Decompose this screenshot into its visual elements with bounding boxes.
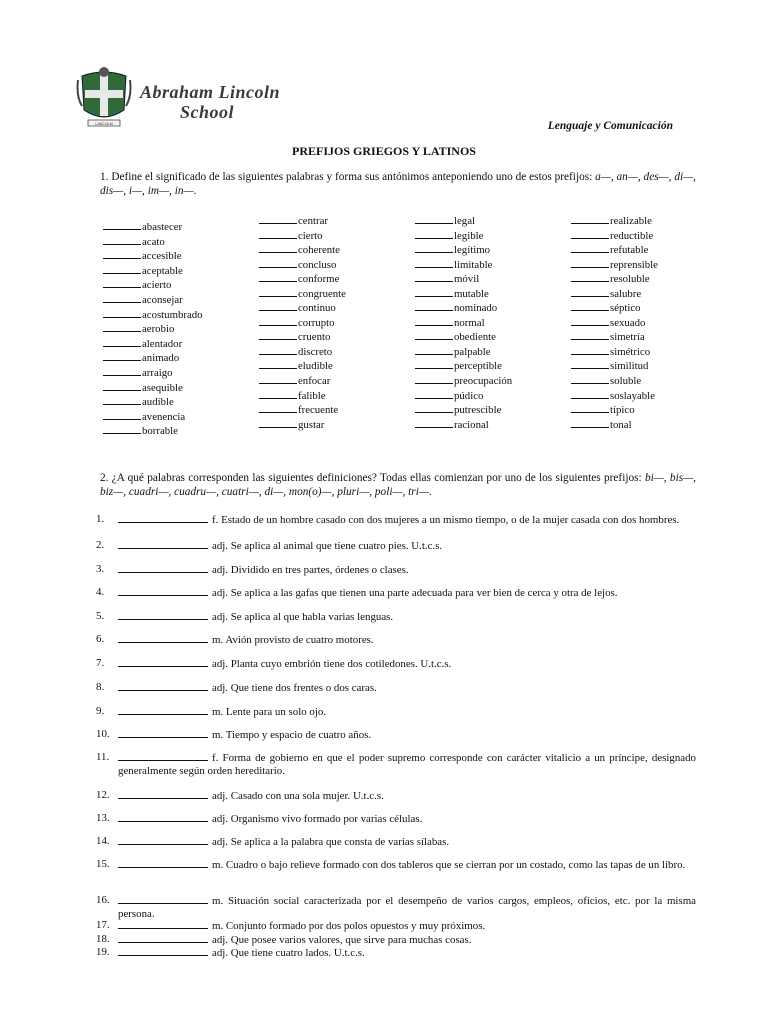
item-number: 2. [96, 539, 105, 551]
word-row [571, 389, 658, 404]
word-row [571, 403, 658, 418]
item-number: 5. [96, 610, 105, 622]
answer-blank[interactable] [415, 316, 453, 326]
answer-line[interactable] [118, 946, 208, 956]
answer-blank[interactable] [103, 410, 141, 420]
answer-blank[interactable] [415, 359, 453, 369]
word-row [415, 418, 512, 433]
word-row [259, 287, 346, 302]
word-text: acato [142, 235, 165, 248]
answer-blank[interactable] [103, 249, 141, 259]
answer-line[interactable] [118, 586, 208, 596]
definition-body [96, 586, 696, 600]
word-row [571, 272, 658, 287]
definition-text: m. Lente para un solo ojo. [212, 706, 327, 718]
definition-item [96, 681, 696, 695]
word-column-1 [103, 220, 203, 439]
school-name [140, 82, 280, 122]
word-row [103, 264, 203, 279]
definition-item [96, 586, 696, 600]
word-text: tonal [610, 418, 632, 431]
item-number: 17. [96, 919, 110, 931]
word-text: palpable [454, 345, 491, 358]
word-row [259, 229, 346, 244]
answer-line[interactable] [118, 835, 208, 845]
word-row [103, 308, 203, 323]
word-text: refutable [610, 244, 649, 257]
word-text: abastecer [142, 221, 183, 233]
word-row [103, 220, 203, 235]
definition-item [96, 789, 696, 803]
answer-blank[interactable] [259, 330, 297, 340]
answer-blank[interactable] [259, 389, 297, 399]
answer-line[interactable] [118, 933, 208, 943]
definition-text: adj. Que posee varios valores, que sirve para muchas cosas. [212, 934, 472, 946]
answer-line[interactable] [118, 751, 208, 761]
definition-item [96, 563, 696, 577]
subject-label: Lenguaje y Comunicación [547, 120, 673, 132]
item-number: 3. [96, 563, 105, 575]
word-row [415, 316, 512, 331]
definition-text: adj. Que tiene cuatro lados. U.t.c.s. [212, 947, 365, 959]
word-text: séptico [610, 302, 641, 315]
word-text: arraigo [142, 366, 173, 379]
word-row [415, 243, 512, 258]
definition-text: adj. Organismo vivo formado por varias células. [212, 813, 423, 825]
word-text: preocupación [454, 375, 513, 388]
word-row [571, 330, 658, 345]
word-text: aerobio [142, 323, 175, 336]
word-text: típico [610, 404, 635, 417]
definition-body [96, 894, 696, 921]
word-row [103, 395, 203, 410]
section1-prefixes: a—, an—, des—, di—, dis—, i—, im—, in— [100, 171, 697, 197]
answer-line[interactable] [118, 728, 208, 738]
word-row [259, 403, 346, 418]
answer-blank[interactable] [103, 337, 141, 347]
definition-item [96, 894, 696, 921]
answer-line[interactable] [118, 563, 208, 573]
definition-body [96, 812, 696, 826]
worksheet-title: PREFIJOS GRIEGOS Y LATINOS [292, 144, 476, 158]
word-row [415, 258, 512, 273]
item-number: 14. [96, 835, 110, 847]
word-row [571, 243, 658, 258]
word-column-3 [415, 214, 512, 432]
answer-blank[interactable] [571, 345, 609, 355]
word-text: putrescible [454, 404, 502, 417]
word-row [571, 345, 658, 360]
school-crest-logo [76, 66, 132, 128]
definition-item [96, 751, 696, 778]
word-text: animado [142, 352, 180, 365]
section1-instruction [100, 170, 696, 198]
definition-body [96, 728, 696, 742]
word-row [415, 287, 512, 302]
word-text: limitable [454, 258, 493, 271]
section1-instruction-end: . [193, 185, 197, 197]
word-row [571, 374, 658, 389]
word-row [259, 243, 346, 258]
word-text: congruente [298, 287, 346, 300]
answer-blank[interactable] [259, 258, 297, 268]
definition-text: adj. Se aplica al que habla varias lenguas. [212, 611, 394, 623]
answer-line[interactable] [118, 812, 208, 822]
section2-instruction [100, 471, 696, 499]
definition-body [96, 633, 696, 647]
word-text: púdico [454, 389, 484, 402]
word-text: realizable [610, 215, 652, 227]
definition-item [96, 539, 696, 553]
section2-prefixes: bi—, bis—, biz—, cuadri—, cuadru—, cuatri—, di—, mon(o)—, pluri—, poli—, tri— [100, 472, 696, 498]
definition-text: adj. Casado con una sola mujer. U.t.c.s. [212, 790, 384, 802]
section1-instruction-text: 1. Define el significado de las siguientes palabras y forma sus antónimos anteponiendo uno de estos prefijos: [100, 171, 596, 183]
answer-blank[interactable] [103, 293, 141, 303]
answer-blank[interactable] [259, 345, 297, 355]
definition-body [96, 858, 696, 872]
item-number: 12. [96, 789, 110, 801]
item-number: 10. [96, 728, 110, 740]
school-name-line1: Abraham Lincoln [140, 82, 281, 102]
answer-line[interactable] [118, 633, 208, 643]
definition-text: m. Avión provisto de cuatro motores. [212, 634, 374, 646]
word-row [415, 389, 512, 404]
answer-blank[interactable] [103, 395, 141, 405]
definition-body [96, 751, 696, 778]
word-row [103, 235, 203, 250]
definition-text: adj. Se aplica a las gafas que tienen una parte adecuada para ver bien de cerca y otra de lejos. [212, 587, 618, 599]
word-row [103, 337, 203, 352]
item-number: 16. [96, 894, 110, 906]
answer-blank[interactable] [103, 424, 141, 434]
word-text: mutable [454, 287, 489, 300]
definition-item [96, 513, 696, 527]
word-text: soslayable [610, 389, 655, 402]
word-text: eludible [298, 360, 333, 373]
word-text: cierto [298, 229, 323, 242]
word-row [259, 418, 346, 433]
definition-item [96, 728, 696, 742]
school-name-line2: School [180, 102, 235, 122]
definition-item [96, 610, 696, 624]
definition-text: m. Tiempo y espacio de cuatro años. [212, 729, 372, 741]
definition-body [96, 705, 696, 719]
item-number: 18. [96, 933, 110, 945]
word-row [415, 272, 512, 287]
definition-body [96, 789, 696, 803]
definition-text: m. Situación social caracterizada por el desempeño de varios cargos, empleos, oficios, etc. por la misma persona. [118, 895, 696, 920]
definition-body [96, 539, 696, 553]
word-row [571, 214, 658, 229]
answer-blank[interactable] [571, 243, 609, 253]
word-text: sexuado [610, 316, 646, 329]
word-text: simétrico [610, 345, 651, 358]
answer-blank[interactable] [415, 243, 453, 253]
item-number: 7. [96, 657, 105, 669]
answer-blank[interactable] [259, 229, 297, 239]
answer-blank[interactable] [259, 287, 297, 297]
answer-blank[interactable] [103, 366, 141, 376]
section2-instruction-text: 2. ¿A qué palabras corresponden las siguientes definiciones? Todas ellas comienzan por uno de los siguientes prefijos: [100, 472, 645, 484]
definition-body [96, 610, 696, 624]
word-text: obediente [454, 331, 496, 344]
word-text: borrable [142, 425, 178, 438]
definition-text: adj. Dividido en tres partes, órdenes o clases. [212, 564, 409, 576]
definition-item [96, 919, 696, 933]
word-text: móvil [454, 273, 480, 286]
answer-blank[interactable] [571, 418, 609, 428]
answer-blank[interactable] [103, 264, 141, 274]
answer-line[interactable] [118, 789, 208, 799]
answer-blank[interactable] [571, 272, 609, 282]
answer-blank[interactable] [259, 301, 297, 311]
word-row [571, 359, 658, 374]
definition-body [96, 681, 696, 695]
definition-item [96, 946, 696, 960]
word-column-2 [259, 214, 346, 432]
answer-blank[interactable] [103, 308, 141, 318]
word-text: conforme [298, 273, 340, 286]
definition-body [96, 657, 696, 671]
answer-blank[interactable] [103, 322, 141, 332]
item-number: 8. [96, 681, 105, 693]
logo-caption: LINCOLN [95, 121, 113, 126]
definition-item [96, 812, 696, 826]
answer-blank[interactable] [415, 301, 453, 311]
answer-blank[interactable] [415, 403, 453, 413]
definition-text: f. Forma de gobierno en que el poder supremo corresponde con carácter vitalicio a un príncipe, designado generalmente según orden hereditario. [118, 752, 696, 777]
answer-blank[interactable] [415, 272, 453, 282]
item-number: 6. [96, 633, 105, 645]
word-text: coherente [298, 244, 340, 257]
word-row [415, 330, 512, 345]
word-row [259, 389, 346, 404]
definition-text: f. Estado de un hombre casado con dos mujeres a un mismo tiempo, o de la mujer casada con dos hombres. [212, 514, 680, 526]
definition-text: m. Conjunto formado por dos polos opuestos y muy próximos. [212, 920, 486, 932]
answer-blank[interactable] [415, 418, 453, 428]
word-row [259, 359, 346, 374]
definition-text: adj. Planta cuyo embrión tiene dos cotiledones. U.t.c.s. [212, 658, 452, 670]
answer-line[interactable] [118, 681, 208, 691]
word-row [103, 381, 203, 396]
word-row [103, 410, 203, 425]
word-row [415, 301, 512, 316]
answer-blank[interactable] [259, 214, 297, 224]
word-row [103, 366, 203, 381]
definition-body [96, 835, 696, 849]
answer-blank[interactable] [103, 278, 141, 288]
definition-item [96, 835, 696, 849]
answer-line[interactable] [118, 657, 208, 667]
definition-text: adj. Se aplica al animal que tiene cuatro pies. U.t.c.s. [212, 540, 443, 552]
word-text: simetría [610, 331, 645, 344]
word-text: salubre [610, 287, 642, 300]
item-number: 9. [96, 705, 105, 717]
word-text: discreto [298, 345, 333, 358]
word-text: aconsejar [142, 293, 183, 306]
word-row [571, 229, 658, 244]
word-row [259, 345, 346, 360]
definition-body [96, 563, 696, 577]
answer-blank[interactable] [415, 330, 453, 340]
answer-blank[interactable] [259, 316, 297, 326]
word-text: gustar [298, 418, 325, 431]
word-row [103, 424, 203, 439]
answer-blank[interactable] [259, 359, 297, 369]
answer-blank[interactable] [415, 258, 453, 268]
word-text: aceptable [142, 264, 183, 277]
answer-line[interactable] [118, 894, 208, 904]
word-text: cruento [298, 331, 331, 344]
answer-blank[interactable] [571, 330, 609, 340]
answer-blank[interactable] [415, 374, 453, 384]
word-text: avenencia [142, 410, 186, 423]
word-text: asequible [142, 381, 183, 394]
section2-instruction-end: . [428, 486, 432, 498]
word-row [571, 258, 658, 273]
word-row [259, 374, 346, 389]
item-number: 13. [96, 812, 110, 824]
definition-body [96, 919, 696, 933]
word-text: legítimo [454, 244, 490, 257]
word-row [259, 330, 346, 345]
answer-line[interactable] [118, 858, 208, 868]
word-text: acostumbrado [142, 308, 203, 321]
word-text: soluble [610, 375, 642, 388]
word-text: alentador [142, 337, 183, 350]
word-text: legal [454, 215, 475, 227]
word-text: racional [454, 418, 489, 431]
answer-blank[interactable] [571, 359, 609, 369]
answer-blank[interactable] [259, 403, 297, 413]
answer-blank[interactable] [103, 235, 141, 245]
word-text: nominado [454, 302, 498, 315]
word-row [259, 214, 346, 229]
definition-item [96, 657, 696, 671]
answer-blank[interactable] [571, 374, 609, 384]
item-number: 19. [96, 946, 110, 958]
answer-blank[interactable] [259, 374, 297, 384]
word-row [571, 418, 658, 433]
word-text: perceptible [454, 360, 502, 373]
definition-item [96, 705, 696, 719]
answer-line[interactable] [118, 705, 208, 715]
definition-body [96, 933, 696, 947]
item-number: 1. [96, 513, 105, 525]
word-row [103, 278, 203, 293]
word-row [103, 351, 203, 366]
answer-blank[interactable] [259, 272, 297, 282]
word-row [415, 403, 512, 418]
answer-blank[interactable] [571, 403, 609, 413]
word-text: resoluble [610, 273, 650, 286]
word-text: concluso [298, 258, 337, 271]
answer-line[interactable] [118, 513, 208, 523]
word-text: centrar [298, 215, 328, 227]
answer-blank[interactable] [259, 418, 297, 428]
word-text: normal [454, 316, 485, 329]
word-column-4 [571, 214, 658, 432]
item-number: 15. [96, 858, 110, 870]
item-number: 4. [96, 586, 105, 598]
answer-blank[interactable] [415, 229, 453, 239]
answer-blank[interactable] [103, 381, 141, 391]
definition-item [96, 858, 696, 872]
answer-blank[interactable] [571, 389, 609, 399]
word-row [415, 374, 512, 389]
word-row [259, 316, 346, 331]
definition-text: adj. Que tiene dos frentes o dos caras. [212, 682, 377, 694]
definition-text: m. Cuadro o bajo relieve formado con dos tableros que se cierran por un costado, como las tapas de un libro. [212, 859, 686, 871]
word-row [415, 214, 512, 229]
answer-blank[interactable] [571, 301, 609, 311]
word-text: falible [298, 389, 326, 402]
answer-line[interactable] [118, 610, 208, 620]
word-row [259, 258, 346, 273]
answer-blank[interactable] [103, 351, 141, 361]
word-text: corrupto [298, 316, 335, 329]
definition-body [96, 513, 696, 527]
word-row [571, 287, 658, 302]
definition-item [96, 933, 696, 947]
word-text: similitud [610, 360, 649, 373]
word-row [103, 293, 203, 308]
word-row [415, 345, 512, 360]
word-text: acierto [142, 279, 172, 292]
word-text: continuo [298, 302, 336, 315]
word-text: reprensible [610, 258, 658, 271]
answer-line[interactable] [118, 539, 208, 549]
definition-body [96, 946, 696, 960]
word-text: reductible [610, 229, 654, 242]
word-text: enfocar [298, 375, 331, 388]
answer-blank[interactable] [415, 214, 453, 224]
word-row [571, 316, 658, 331]
word-text: legible [454, 229, 484, 242]
word-text: audible [142, 396, 174, 409]
answer-blank[interactable] [415, 345, 453, 355]
word-row [415, 359, 512, 374]
word-row [571, 301, 658, 316]
answer-blank[interactable] [571, 316, 609, 326]
answer-blank[interactable] [571, 287, 609, 297]
word-text: accesible [142, 250, 182, 263]
answer-line[interactable] [118, 919, 208, 929]
answer-blank[interactable] [571, 229, 609, 239]
word-row [259, 272, 346, 287]
answer-blank[interactable] [571, 214, 609, 224]
definition-text: adj. Se aplica a la palabra que consta de varias sílabas. [212, 836, 450, 848]
word-text: frecuente [298, 404, 339, 417]
word-row [415, 229, 512, 244]
word-row [259, 301, 346, 316]
definition-item [96, 633, 696, 647]
answer-blank[interactable] [415, 287, 453, 297]
answer-blank[interactable] [103, 220, 141, 230]
answer-blank[interactable] [571, 258, 609, 268]
item-number: 11. [96, 751, 110, 763]
word-row [103, 249, 203, 264]
answer-blank[interactable] [259, 243, 297, 253]
answer-blank[interactable] [415, 389, 453, 399]
word-row [103, 322, 203, 337]
